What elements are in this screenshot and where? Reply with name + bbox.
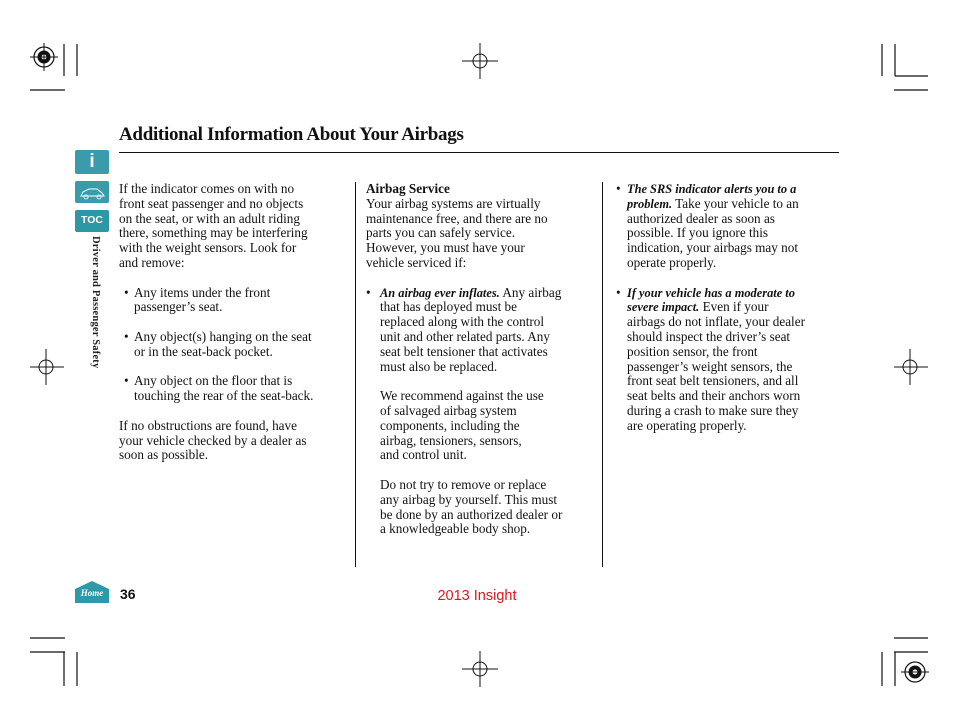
footer-model-year: 2013 Insight (437, 588, 517, 604)
bullet-emphasis-cont: severe impact. (627, 300, 700, 315)
text-line: passenger’s weight sensors, the (627, 358, 793, 374)
column-3 (616, 182, 838, 434)
text-line: or in the seat-back pocket. (134, 343, 273, 359)
bullet-marker: • (366, 284, 371, 300)
col2-salvaged-note (380, 389, 598, 463)
text-line: of salvaged airbag system (380, 402, 517, 418)
text-line: parts you can safely service. (366, 225, 516, 241)
text-line: Any object on the floor that is (134, 373, 293, 389)
crop-mark-right-middle (892, 347, 932, 387)
bullet-emphasis-cont: problem. (627, 196, 673, 211)
list-item-text (134, 374, 313, 404)
crop-mark-top-left (28, 40, 88, 92)
bullet-text: Take your vehicle to an (672, 195, 799, 211)
toc-button[interactable] (75, 210, 109, 232)
vehicle-index-button[interactable] (75, 181, 109, 203)
bullet-emphasis: The SRS indicator alerts you to a (627, 182, 797, 196)
text-line: vehicle serviced if: (366, 254, 467, 270)
text-line: seat belts and their anchors worn (627, 388, 801, 404)
bullet-marker: • (124, 373, 129, 389)
text-line: indication, your airbags may not (627, 240, 799, 256)
text-line: a knowledgeable body shop. (380, 521, 531, 537)
text-line: airbag, tensioners, sensors, (380, 432, 522, 448)
col1-intro (119, 182, 349, 271)
text-line: If the indicator comes on with no (119, 181, 295, 196)
column-divider-2 (602, 182, 603, 567)
bullet-text: Even if your (699, 299, 769, 315)
text-line: airbags do not inflate, your dealer (627, 314, 805, 330)
list-item (124, 330, 349, 360)
column-divider-1 (355, 182, 356, 567)
text-line: However, you must have your (366, 240, 525, 256)
text-line: are operating properly. (627, 417, 747, 433)
title-divider (119, 152, 839, 153)
text-line: Any object(s) hanging on the seat (134, 328, 312, 344)
airbag-service-heading: Airbag Service (366, 181, 450, 196)
crop-mark-left-middle (28, 347, 68, 387)
section-tab: Driver and Passenger Safety (90, 236, 101, 369)
crop-mark-bottom-right (874, 632, 934, 688)
page-number: 36 (120, 586, 136, 602)
list-item (124, 374, 349, 404)
text-line: during a crash to make sure they (627, 402, 799, 418)
col3-bullet-srs (616, 182, 838, 271)
list-item-text (134, 330, 312, 360)
bullet-marker: • (616, 181, 621, 196)
col3-bullet-impact (616, 286, 838, 434)
text-line: should inspect the driver’s seat (627, 328, 791, 344)
page-title: Additional Information About Your Airbags (119, 124, 464, 145)
bullet-continuation (380, 300, 561, 374)
text-line: with the weight sensors. Look for (119, 240, 297, 256)
text-line: Any items under the front (134, 284, 271, 300)
crop-mark-top-center (460, 42, 500, 82)
col1-bullet-list (119, 286, 349, 404)
info-icon: i (89, 151, 95, 172)
text-line: must also be replaced. (380, 358, 498, 374)
col2-replace-warning (380, 478, 598, 537)
crop-mark-bottom-center (460, 650, 500, 690)
text-line: that has deployed must be (380, 299, 517, 315)
text-line: on the seat, or with an adult riding (119, 210, 300, 226)
car-icon (75, 181, 109, 203)
text-line: and remove: (119, 254, 185, 270)
text-line: and control unit. (380, 447, 467, 463)
list-item-text (134, 286, 270, 316)
col2-intro (366, 197, 598, 271)
text-line: authorized dealer as soon as (627, 210, 775, 226)
text-line: front seat passenger and no objects (119, 195, 304, 211)
text-line: unit and other related parts. Any (380, 328, 550, 344)
column-2 (366, 182, 598, 537)
column-1 (119, 182, 349, 463)
text-line: seat belt tensioner that activates (380, 343, 548, 359)
bullet-marker: • (124, 328, 129, 344)
text-line: We recommend against the use (380, 388, 544, 404)
bullet-continuation (627, 315, 805, 433)
text-line: passenger’s seat. (134, 299, 223, 315)
bullet-marker: • (124, 284, 129, 300)
text-line: front seat belt tensioners, and all (627, 373, 799, 389)
text-line: replaced along with the control (380, 314, 545, 330)
bullet-emphasis: If your vehicle has a moderate to (627, 285, 795, 300)
bullet-continuation (627, 212, 799, 271)
home-label: Home (80, 588, 104, 598)
text-line: touching the rear of the seat-back. (134, 388, 314, 404)
crop-mark-bottom-left (28, 632, 88, 688)
info-button[interactable] (75, 150, 109, 174)
text-line: be done by an authorized dealer or (380, 506, 563, 522)
toc-label: TOC (81, 214, 103, 226)
bullet-text: Any airbag (499, 284, 562, 300)
text-line: components, including the (380, 417, 520, 433)
text-line: maintenance free, and there are no (366, 210, 548, 226)
text-line: position sensor, the front (627, 343, 758, 359)
bullet-marker: • (616, 284, 621, 300)
col1-outro (119, 419, 349, 463)
list-item (124, 286, 349, 316)
text-line: there, something may be interfering (119, 225, 308, 241)
text-line: soon as possible. (119, 447, 209, 463)
bullet-emphasis: An airbag ever inflates. (380, 285, 500, 300)
crop-mark-top-right (874, 40, 934, 92)
text-line: Your airbag systems are virtually (366, 195, 541, 211)
text-line: any airbag by yourself. This must (380, 491, 558, 507)
text-line: operate properly. (627, 254, 717, 270)
text-line: Do not try to remove or replace (380, 476, 547, 492)
col2-bullet-item (366, 286, 598, 375)
text-line: If no obstructions are found, have (119, 417, 297, 433)
text-line: your vehicle checked by a dealer as (119, 432, 307, 448)
text-line: possible. If you ignore this (627, 225, 769, 241)
